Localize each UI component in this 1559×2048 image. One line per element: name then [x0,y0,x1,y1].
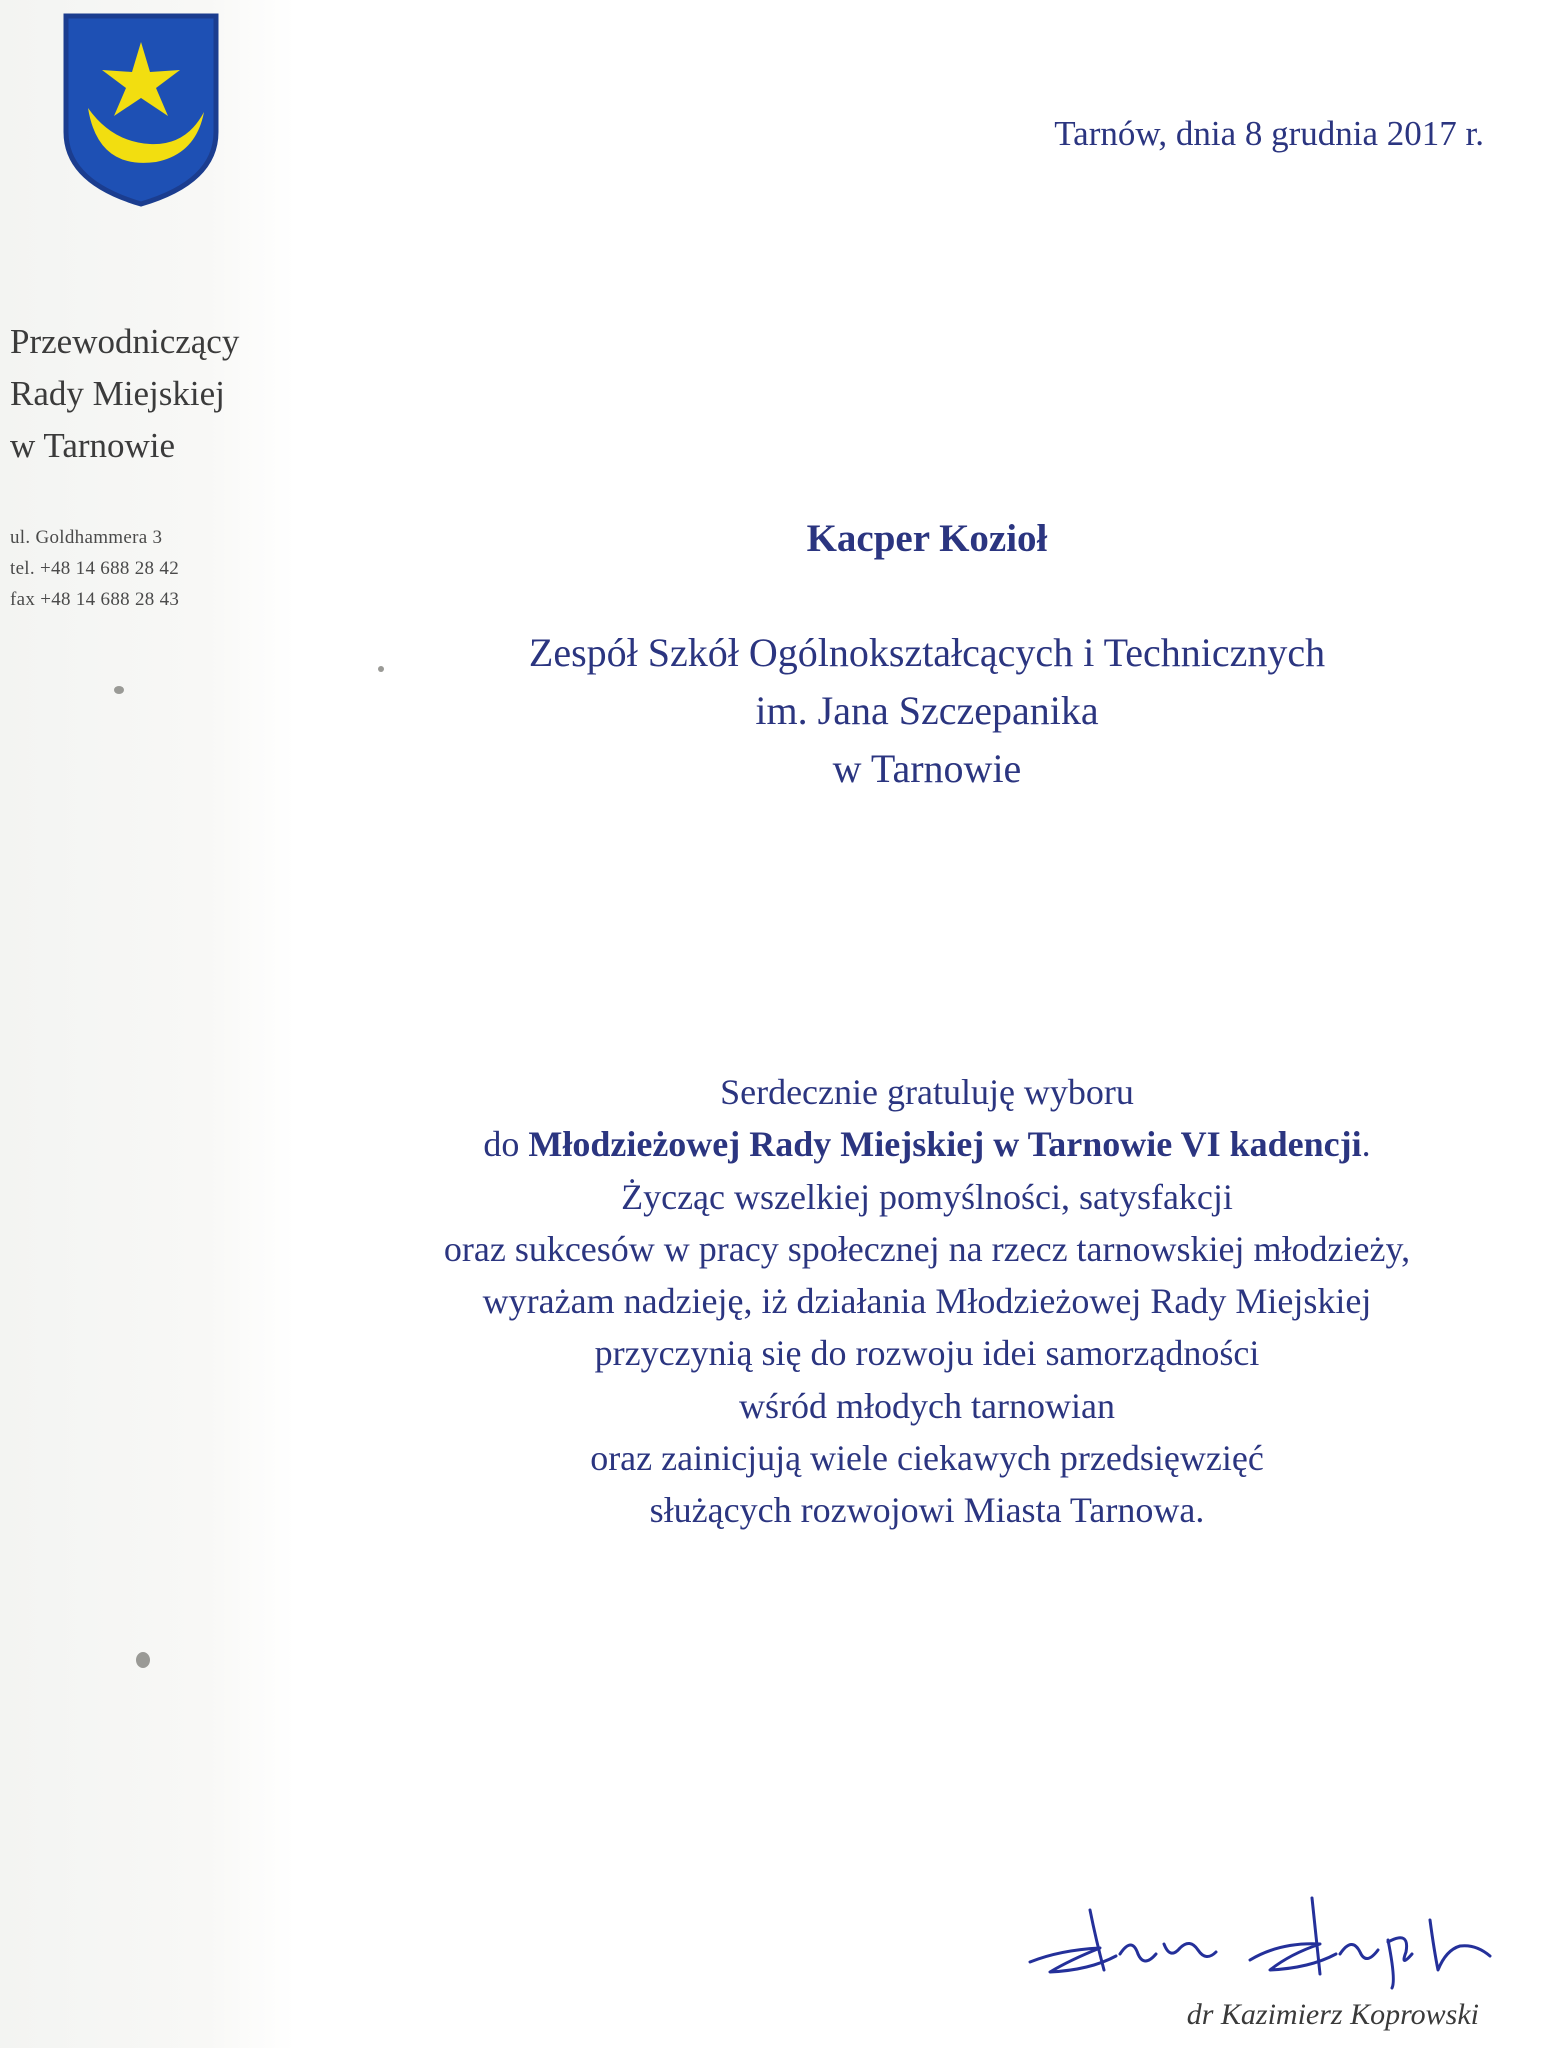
body-line-council [295,1118,1559,1170]
body-line: oraz zainicjują wiele ciekawych przedsięwzięć [590,1438,1264,1479]
handwritten-signature [1020,1890,1520,1990]
recipient-name: Kacper Kozioł [806,517,1048,560]
body-line: wśród młodych tarnowian [739,1385,1115,1426]
letter-body [295,1066,1559,1537]
council-name: Młodzieżowej Rady Miejskiej w Tarnowie VI kadencji [528,1124,1362,1165]
address-line: ul. Goldhammera 3 [10,527,163,548]
fax-line: fax +48 14 688 28 43 [10,589,180,610]
letterhead-office-title [10,316,290,472]
office-line: Przewodniczący [10,322,240,361]
scan-speck [114,686,124,694]
phone-line: tel. +48 14 688 28 42 [10,558,180,579]
school-line: im. Jana Szczepanika [755,688,1099,733]
letterhead-contact [10,522,290,615]
office-line: w Tarnowie [10,426,176,465]
recipient-school [295,624,1559,798]
tarnow-coat-of-arms-icon [58,12,224,208]
body-prefix: do [483,1124,529,1165]
body-line: wyrażam nadzieję, iż działania Młodzieżowej Rady Miejskiej [482,1281,1372,1322]
body-line: służących rozwojowi Miasta Tarnowa. [649,1490,1205,1531]
office-line: Rady Miejskiej [10,374,225,413]
date-line: Tarnów, dnia 8 grudnia 2017 r. [1054,114,1484,153]
body-suffix: . [1361,1124,1371,1165]
signer-name: dr Kazimierz Koprowski [1186,1998,1479,2031]
body-line: Serdecznie gratuluję wyboru [720,1072,1134,1112]
school-line: Zespół Szkół Ogólnokształcących i Technicznych [528,630,1326,675]
letterhead-sidebar [0,0,295,2048]
body-line: Życząc wszelkiej pomyślności, satysfakcji [621,1176,1233,1217]
scan-speck [136,1652,150,1668]
body-line: przyczynią się do rozwoju idei samorządności [594,1333,1260,1374]
school-line: w Tarnowie [832,746,1022,791]
body-line: oraz sukcesów w pracy społecznej na rzecz tarnowskiej młodzieży, [443,1228,1411,1269]
scan-speck [378,666,384,672]
